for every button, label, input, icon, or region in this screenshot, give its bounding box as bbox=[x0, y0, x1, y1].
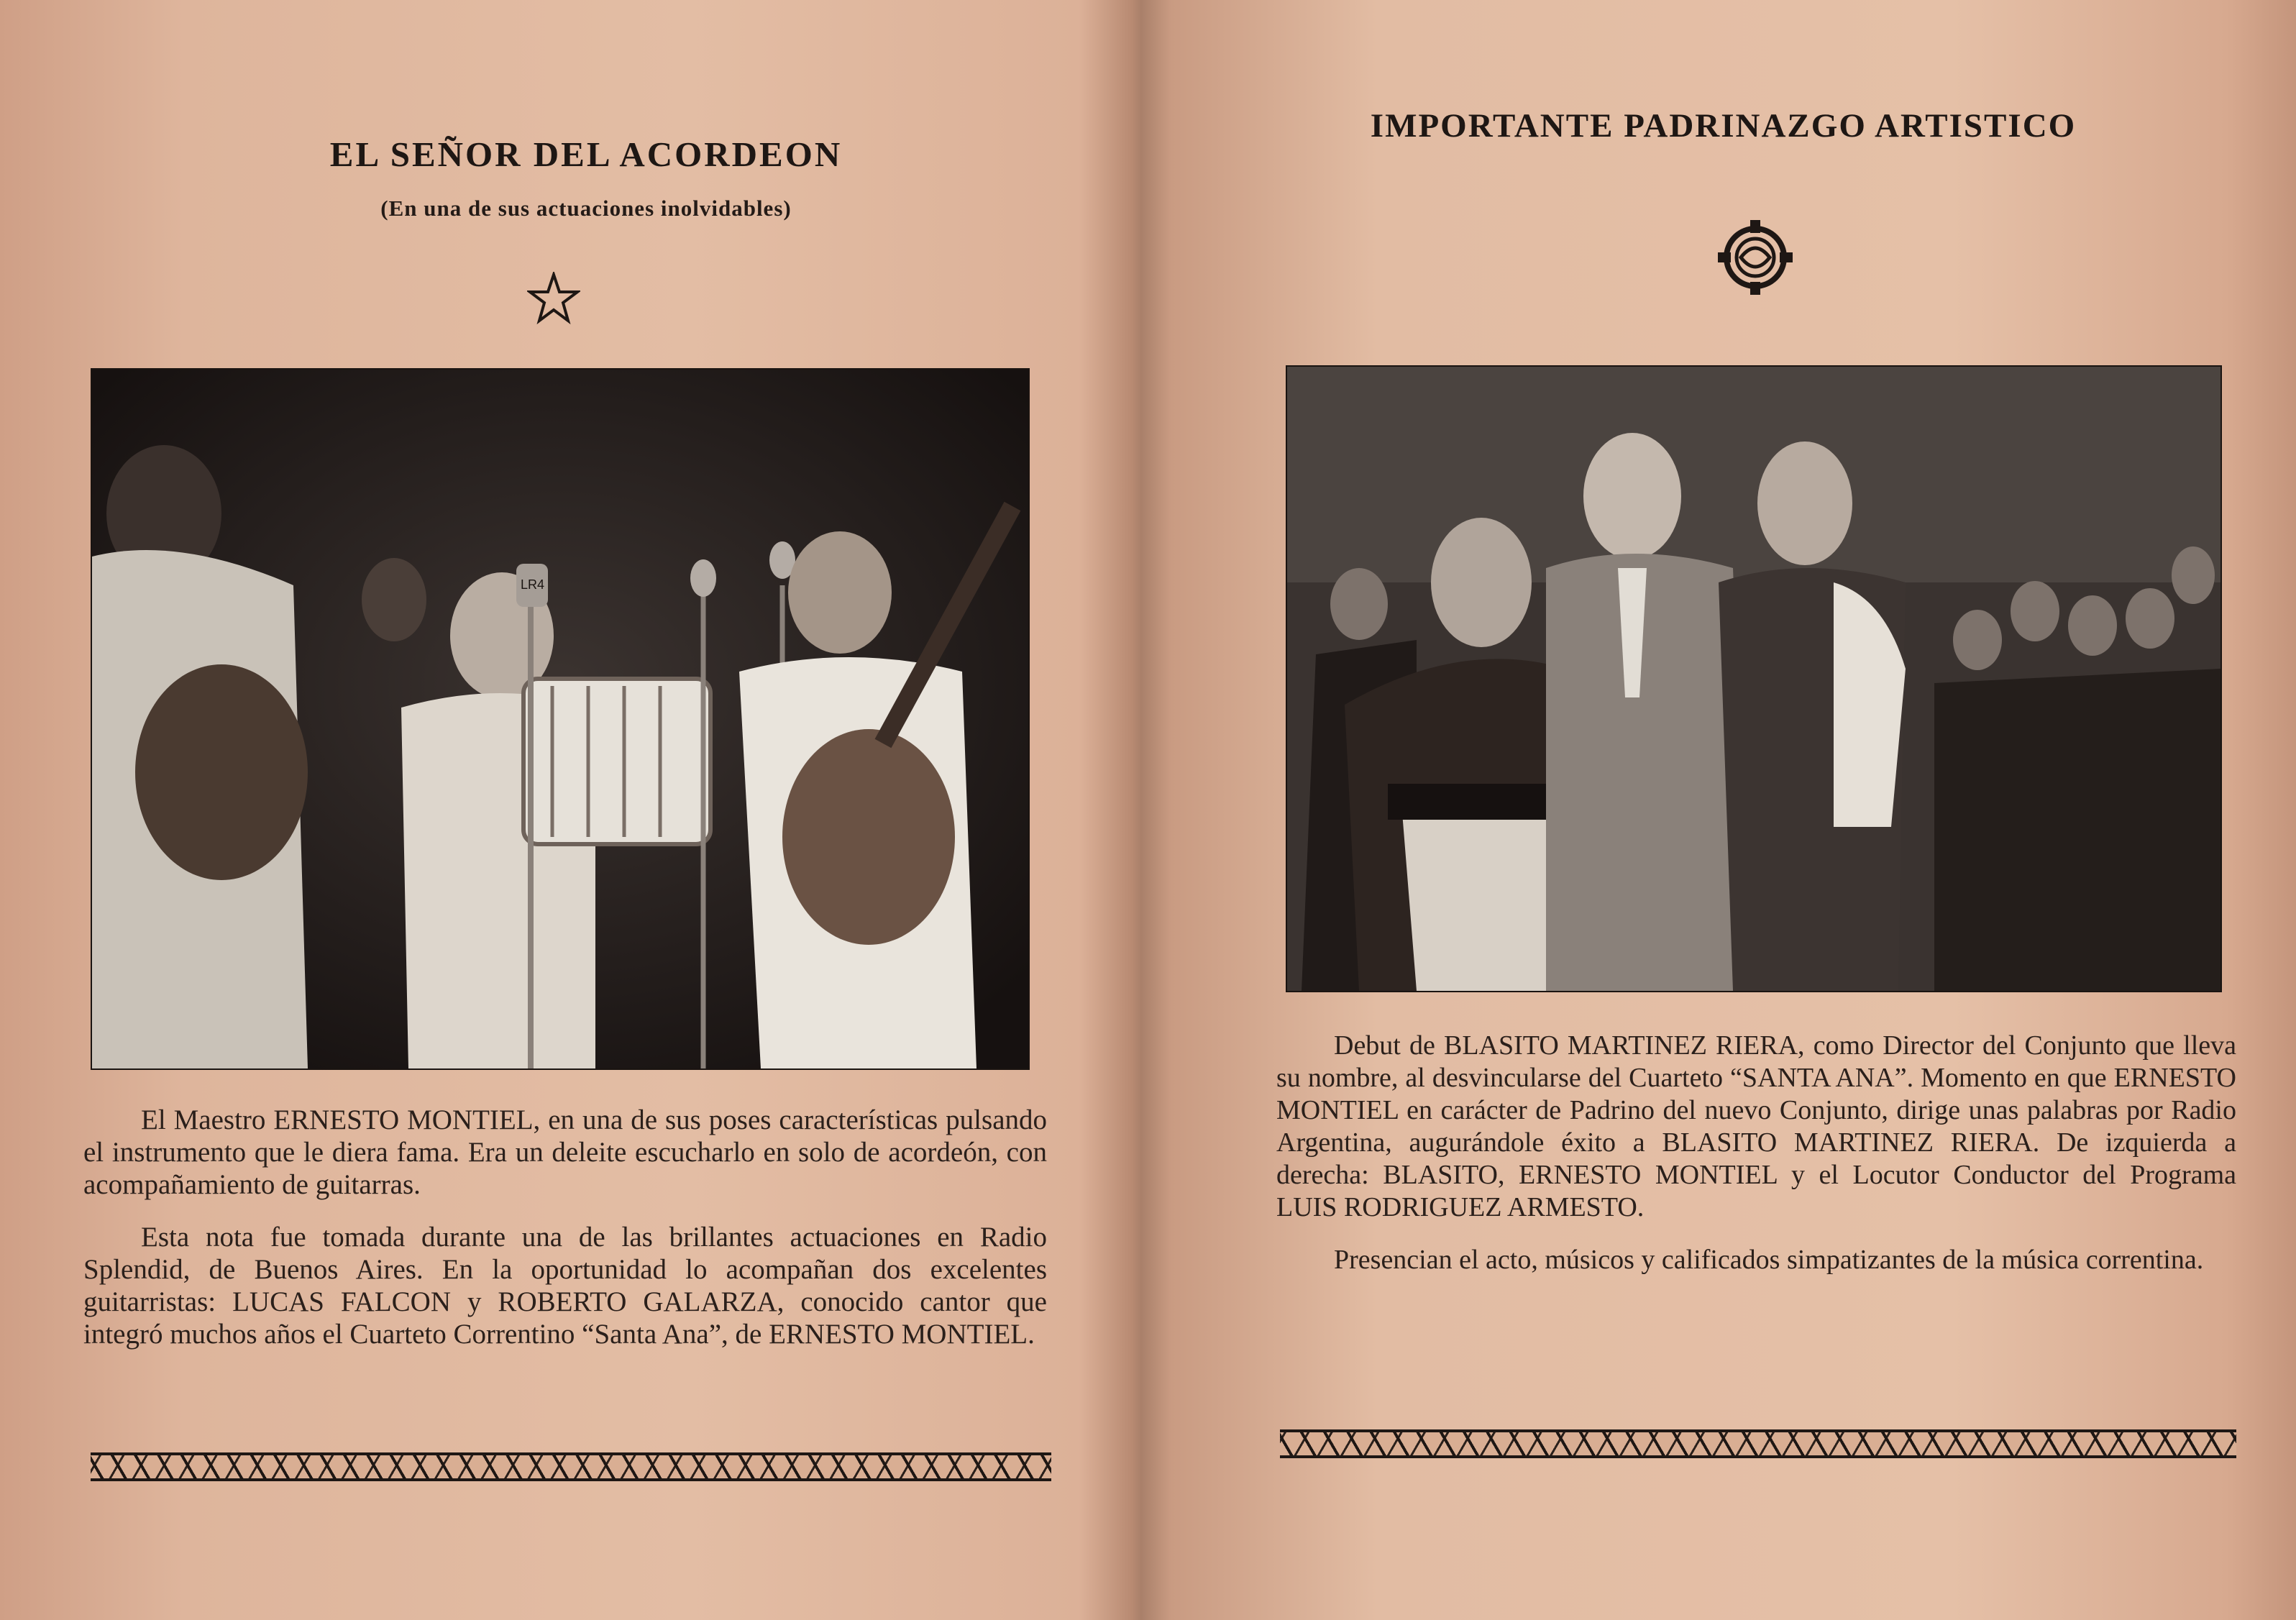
band-photo bbox=[92, 370, 1028, 1068]
decorative-border bbox=[91, 1452, 1051, 1481]
star-icon bbox=[527, 272, 580, 325]
knot-emblem-icon bbox=[1715, 217, 1796, 298]
decorative-border bbox=[1280, 1429, 2236, 1458]
left-page-title: EL SEÑOR DEL ACORDEON bbox=[329, 134, 843, 174]
left-page-subtitle: (En una de sus actuaciones inolvidables) bbox=[380, 196, 792, 221]
ceremony-photo bbox=[1286, 365, 2222, 992]
right-page bbox=[1151, 0, 2296, 1620]
accordion-performance-photo bbox=[91, 368, 1030, 1070]
left-paragraph-2: Esta nota fue tomada durante una de las brillantes actuaciones en Radio Splendid, de Buenos Aires. En la oportunidad lo acompañan dos excelentes guitarristas: LUCAS FALCON y ROBERTO GALARZA, conocido cantor que integró muchos años el Cuarteto Correntino “Santa Ana”, de ERNESTO MONTIEL. bbox=[83, 1222, 1047, 1350]
left-page-text bbox=[83, 1104, 1047, 1370]
right-paragraph-1: Debut de BLASITO MARTINEZ RIERA, como Director del Conjunto que lleva su nombre, al desvincularse del Cuarteto “SANTA ANA”. Momento en que ERNESTO MONTIEL en carácter de Padrino del nuevo Conjunto, dirige unas palabras por Radio Argentina, augurándole éxito a BLASITO MARTINEZ RIERA. De izquierda a derecha: BLASITO, ERNESTO MONTIEL y el Locutor Conductor del Programa LUIS RODRIGUEZ ARMESTO. bbox=[1276, 1030, 2236, 1222]
group-photo bbox=[1287, 367, 2220, 991]
left-page bbox=[0, 0, 1143, 1620]
right-page-title: IMPORTANTE PADRINAZGO ARTISTICO bbox=[1370, 107, 2077, 145]
mic-label: LR4 bbox=[521, 577, 545, 592]
right-paragraph-2: Presencian el acto, músicos y calificados simpatizantes de la música correntina. bbox=[1334, 1245, 2204, 1275]
right-page-text bbox=[1276, 1030, 2236, 1296]
left-paragraph-1: El Maestro ERNESTO MONTIEL, en una de sus poses características pulsando el instrumento que le diera fama. Era un deleite escucharlo en solo de acordeón, con acompañamiento de guitarras. bbox=[83, 1104, 1047, 1200]
